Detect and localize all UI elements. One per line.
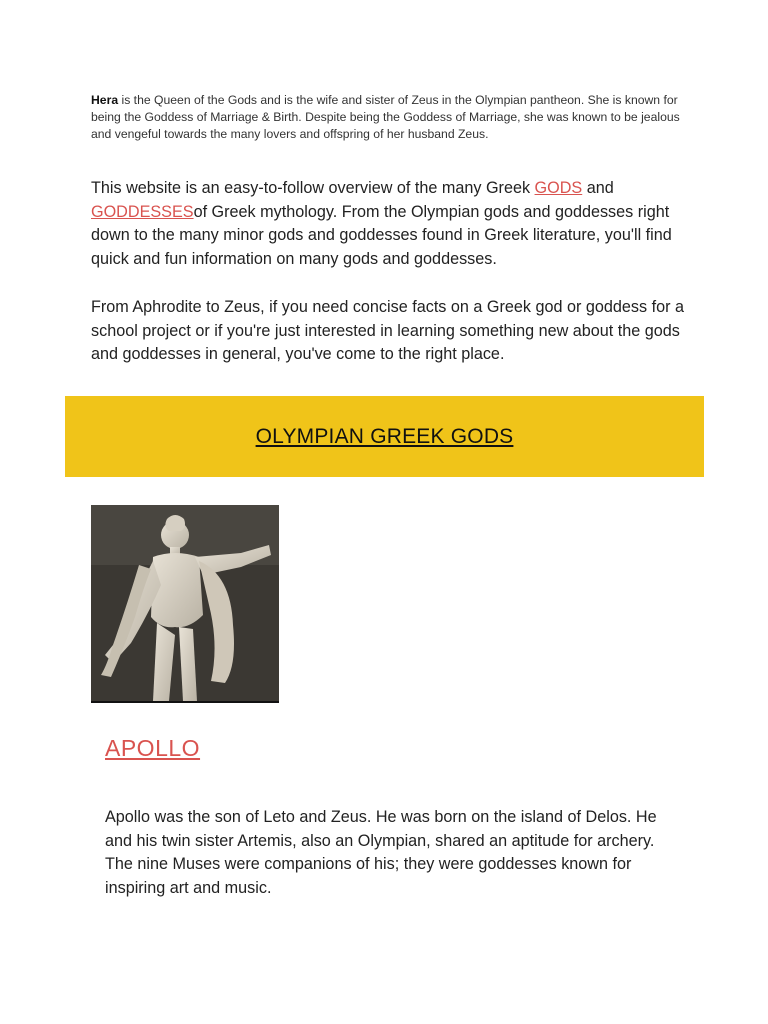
hera-name: Hera xyxy=(91,93,119,107)
gods-link[interactable]: GODS xyxy=(534,179,583,197)
goddesses-link[interactable]: GODDESSES xyxy=(91,202,194,221)
intro-paragraph-2: From Aphrodite to Zeus, if you need concise facts on a Greek god or goddess for a school project or if you're just interested in learning something new about the gods and goddesses in general, you've come to the right place. xyxy=(91,298,684,363)
apollo-title[interactable]: APOLLO xyxy=(105,735,201,761)
olympian-banner xyxy=(65,396,704,477)
apollo-statue-illustration xyxy=(91,505,279,701)
apollo-statue-image xyxy=(91,505,279,703)
intro-section xyxy=(91,177,691,392)
hera-description: is the Queen of the Gods and is the wife and sister of Zeus in the Olympian pantheon. She is known for being the Goddess of Marriage & Birth. Despite being the Goddess of Marriage, she was known to be jealous and vengeful towards the many lovers and offspring of her husband Zeus. xyxy=(91,93,680,141)
intro-text-b: and xyxy=(582,179,614,197)
intro-text-a: This website is an easy-to-follow overview of the many Greek xyxy=(91,179,535,197)
banner-title: OLYMPIAN GREEK GODS xyxy=(255,424,514,448)
apollo-description: Apollo was the son of Leto and Zeus. He was born on the island of Delos. He and his twin sister Artemis, also an Olympian, shared an aptitude for archery. The nine Muses were companions of his; they were goddesses known for inspiring art and music. xyxy=(105,808,657,897)
intro-paragraph-1 xyxy=(91,177,691,271)
hera-paragraph xyxy=(91,92,691,143)
intro-text-c: of Greek mythology. From the Olympian gods and goddesses right down to the many minor gods and goddesses found in Greek literature, you'll find quick and fun information on many gods and goddesses. xyxy=(91,202,672,268)
